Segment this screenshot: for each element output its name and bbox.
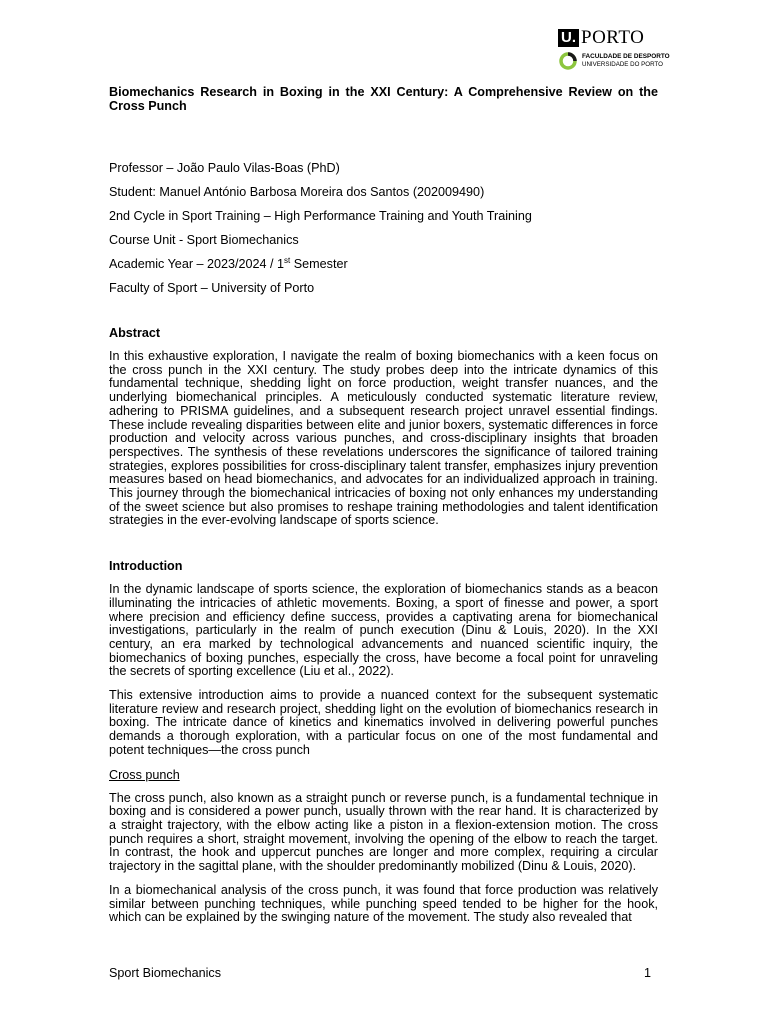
logo-porto-text: PORTO — [581, 27, 645, 48]
footer-course-name: Sport Biomechanics — [109, 966, 221, 980]
logo-u-text: U. — [561, 29, 576, 46]
logo-university-text: UNIVERSIDADE DO PORTO — [582, 61, 663, 68]
logo-u-mark — [558, 29, 579, 47]
cross-punch-heading: Cross punch — [109, 767, 180, 782]
abstract-heading: Abstract — [109, 326, 161, 340]
introduction-heading: Introduction — [109, 559, 183, 574]
student-line: Student: Manuel António Barbosa Moreira dos Santos (202009490) — [109, 185, 485, 199]
abstract-text: In this exhaustive exploration, I navigate the realm of boxing biomechanics with a keen focus on the cross punch in the XXI century. The study probes deep into the intricate dynamics of this fundamental technique, shedding light on force production, weight transfer nuances, and the underlying biomechanical principles. A meticulously conducted systematic literature review, adhering to PRISMA guidelines, and a subsequent research project unravel essential findings. These include revealing disparities between elite and junior boxers, systematic differences in force production and velocity across various punches, and cross-disciplinary insights that broaden perspectives. The synthesis of these revelations underscores the significance of tailored training strategies, explores possibilities for cross-disciplinary talent transfer, emphasizes injury prevention measures based on head biomechanics, and advocates for an individualized approach in training. This journey through the biomechanical intricacies of boxing not only enhances my understanding of the sweet science but also promises to reshape training methodologies and talent identification strategies in the ever-evolving landscape of sports science. — [109, 349, 658, 528]
cross-punch-paragraph-2: In a biomechanical analysis of the cross punch, it was found that force production was relatively similar between punching techniques, while punching speed tended to be higher for the hook, which can be explained by the swinging nature of the movement. The study also revealed that — [109, 882, 658, 925]
academic-year-suffix: Semester — [290, 257, 348, 271]
document-title: Biomechanics Research in Boxing in the XXI Century: A Comprehensive Review on the Cross Punch — [109, 85, 658, 113]
logo-faculty-text: FACULDADE DE DESPORTO — [582, 53, 670, 60]
academic-year-sup: st — [284, 255, 291, 265]
logo-ring-icon — [558, 51, 578, 71]
introduction-paragraph-2: This extensive introduction aims to provide a nuanced context for the subsequent systematic literature review and research project, shedding light on the evolution of biomechanics research in boxing. The intricate dance of kinetics and kinematics involved in delivering powerful punches demands a thorough exploration, with a particular focus on one of the most fundamental and potent techniques—the cross punch — [109, 688, 658, 757]
document-body — [109, 85, 658, 925]
cross-punch-paragraph-1: The cross punch, also known as a straight punch or reverse punch, is a fundamental technique in boxing and is considered a power punch, usually thrown with the rear hand. It is characterized by a straight trajectory, with the elbow acting like a piston in a flexion-extension motion. The cross punch requires a short, straight movement, involving the opening of the elbow to reach the target. In contrast, the hook and uppercut punches are longer and more complex, requiring a circular trajectory in the sagittal plane, with the shoulder predominantly mobilized (Dinu & Louis, 2020). — [109, 790, 658, 874]
academic-year-prefix: Academic Year – 2023/2024 / 1 — [109, 257, 285, 271]
introduction-paragraph-1: In the dynamic landscape of sports science, the exploration of biomechanics stands as a beacon illuminating the intricacies of athletic movements. Boxing, a sport of finesse and power, a sport where precision and efficiency define success, provides a captivating arena for biomechanical investigations, particularly in the realm of punch execution (Dinu & Louis, 2020). In the XXI century, an era marked by technological advancements and nuanced scientific inquiry, the biomechanics of boxing punches, especially the cross, have become a focal point for unraveling the secrets of sporting excellence (Liu et al., 2022). — [109, 582, 658, 679]
course-line: Course Unit - Sport Biomechanics — [109, 233, 299, 247]
university-logo — [558, 29, 668, 73]
professor-line: Professor – João Paulo Vilas-Boas (PhD) — [109, 161, 340, 175]
academic-year-line — [109, 257, 658, 271]
faculty-line: Faculty of Sport – University of Porto — [109, 281, 315, 295]
cycle-line: 2nd Cycle in Sport Training – High Performance Training and Youth Training — [109, 209, 532, 223]
page-number: 1 — [644, 966, 652, 980]
